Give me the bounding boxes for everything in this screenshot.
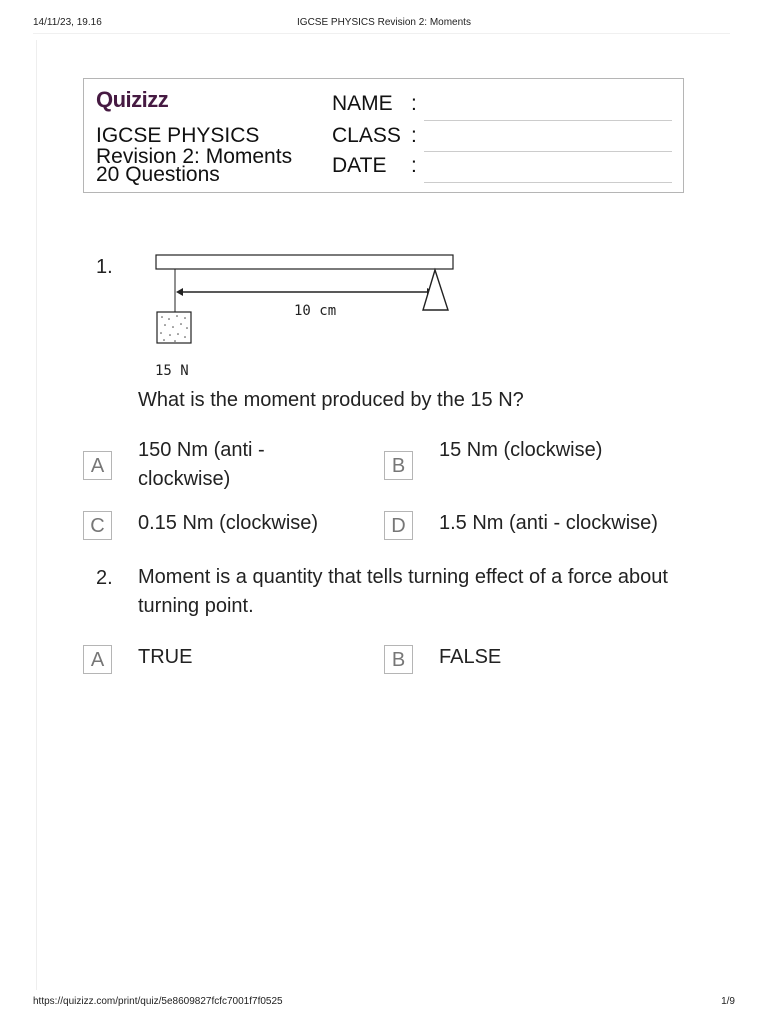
q2-option-b-text: FALSE: [439, 646, 502, 668]
q1-option-d-text: 1.5 Nm (anti - clockwise): [439, 512, 658, 534]
q1-option-b-letter[interactable]: B: [384, 451, 413, 480]
class-colon: :: [411, 124, 417, 147]
beam: [156, 255, 453, 269]
arrow-head-left: [176, 288, 183, 296]
q1-option-a-letter[interactable]: A: [83, 451, 112, 480]
print-url: https://quizizz.com/print/quiz/5e8609827fcfc7001f7f0525: [33, 996, 283, 1007]
date-label: DATE: [332, 154, 387, 177]
print-page-title: IGCSE PHYSICS Revision 2: Moments: [297, 17, 471, 28]
left-divider: [36, 40, 37, 990]
question-1-text: What is the moment produced by the 15 N?: [138, 389, 524, 411]
quizizz-logo: Quizizz: [96, 87, 169, 112]
date-colon: :: [411, 154, 417, 177]
question-2-text: Moment is a quantity that tells turning effect of a force about turning point.: [138, 566, 668, 617]
date-field[interactable]: [424, 182, 672, 183]
class-label: CLASS: [332, 124, 401, 147]
q1-option-a-text: 150 Nm (anti - clockwise): [138, 439, 265, 490]
question-1-number: 1.: [96, 256, 113, 278]
q2-option-b-letter[interactable]: B: [384, 645, 413, 674]
q2-option-a-text: TRUE: [138, 646, 193, 668]
print-page-number: 1/9: [721, 996, 735, 1007]
distance-label: 10 cm: [294, 303, 337, 319]
name-label: NAME: [332, 92, 393, 115]
quiz-title: IGCSE PHYSICS: [96, 124, 260, 147]
q1-option-b-text: 15 Nm (clockwise): [439, 439, 603, 461]
class-field[interactable]: [424, 151, 672, 152]
q1-option-d-letter[interactable]: D: [384, 511, 413, 540]
moment-diagram: [150, 248, 460, 383]
force-label: 15 N: [155, 363, 189, 379]
q1-option-c-letter[interactable]: C: [83, 511, 112, 540]
q2-option-a-letter[interactable]: A: [83, 645, 112, 674]
quiz-header-box: [83, 78, 684, 193]
print-timestamp: 14/11/23, 19.16: [33, 17, 102, 28]
name-field[interactable]: [424, 120, 672, 121]
q1-option-c-text: 0.15 Nm (clockwise): [138, 512, 319, 534]
quiz-subtitle: Revision 2: Moments: [96, 145, 293, 168]
top-divider: [33, 33, 730, 34]
pivot-triangle: [423, 270, 448, 310]
question-count: 20 Questions: [96, 163, 220, 186]
question-2-number: 2.: [96, 567, 113, 589]
name-colon: :: [411, 92, 417, 115]
